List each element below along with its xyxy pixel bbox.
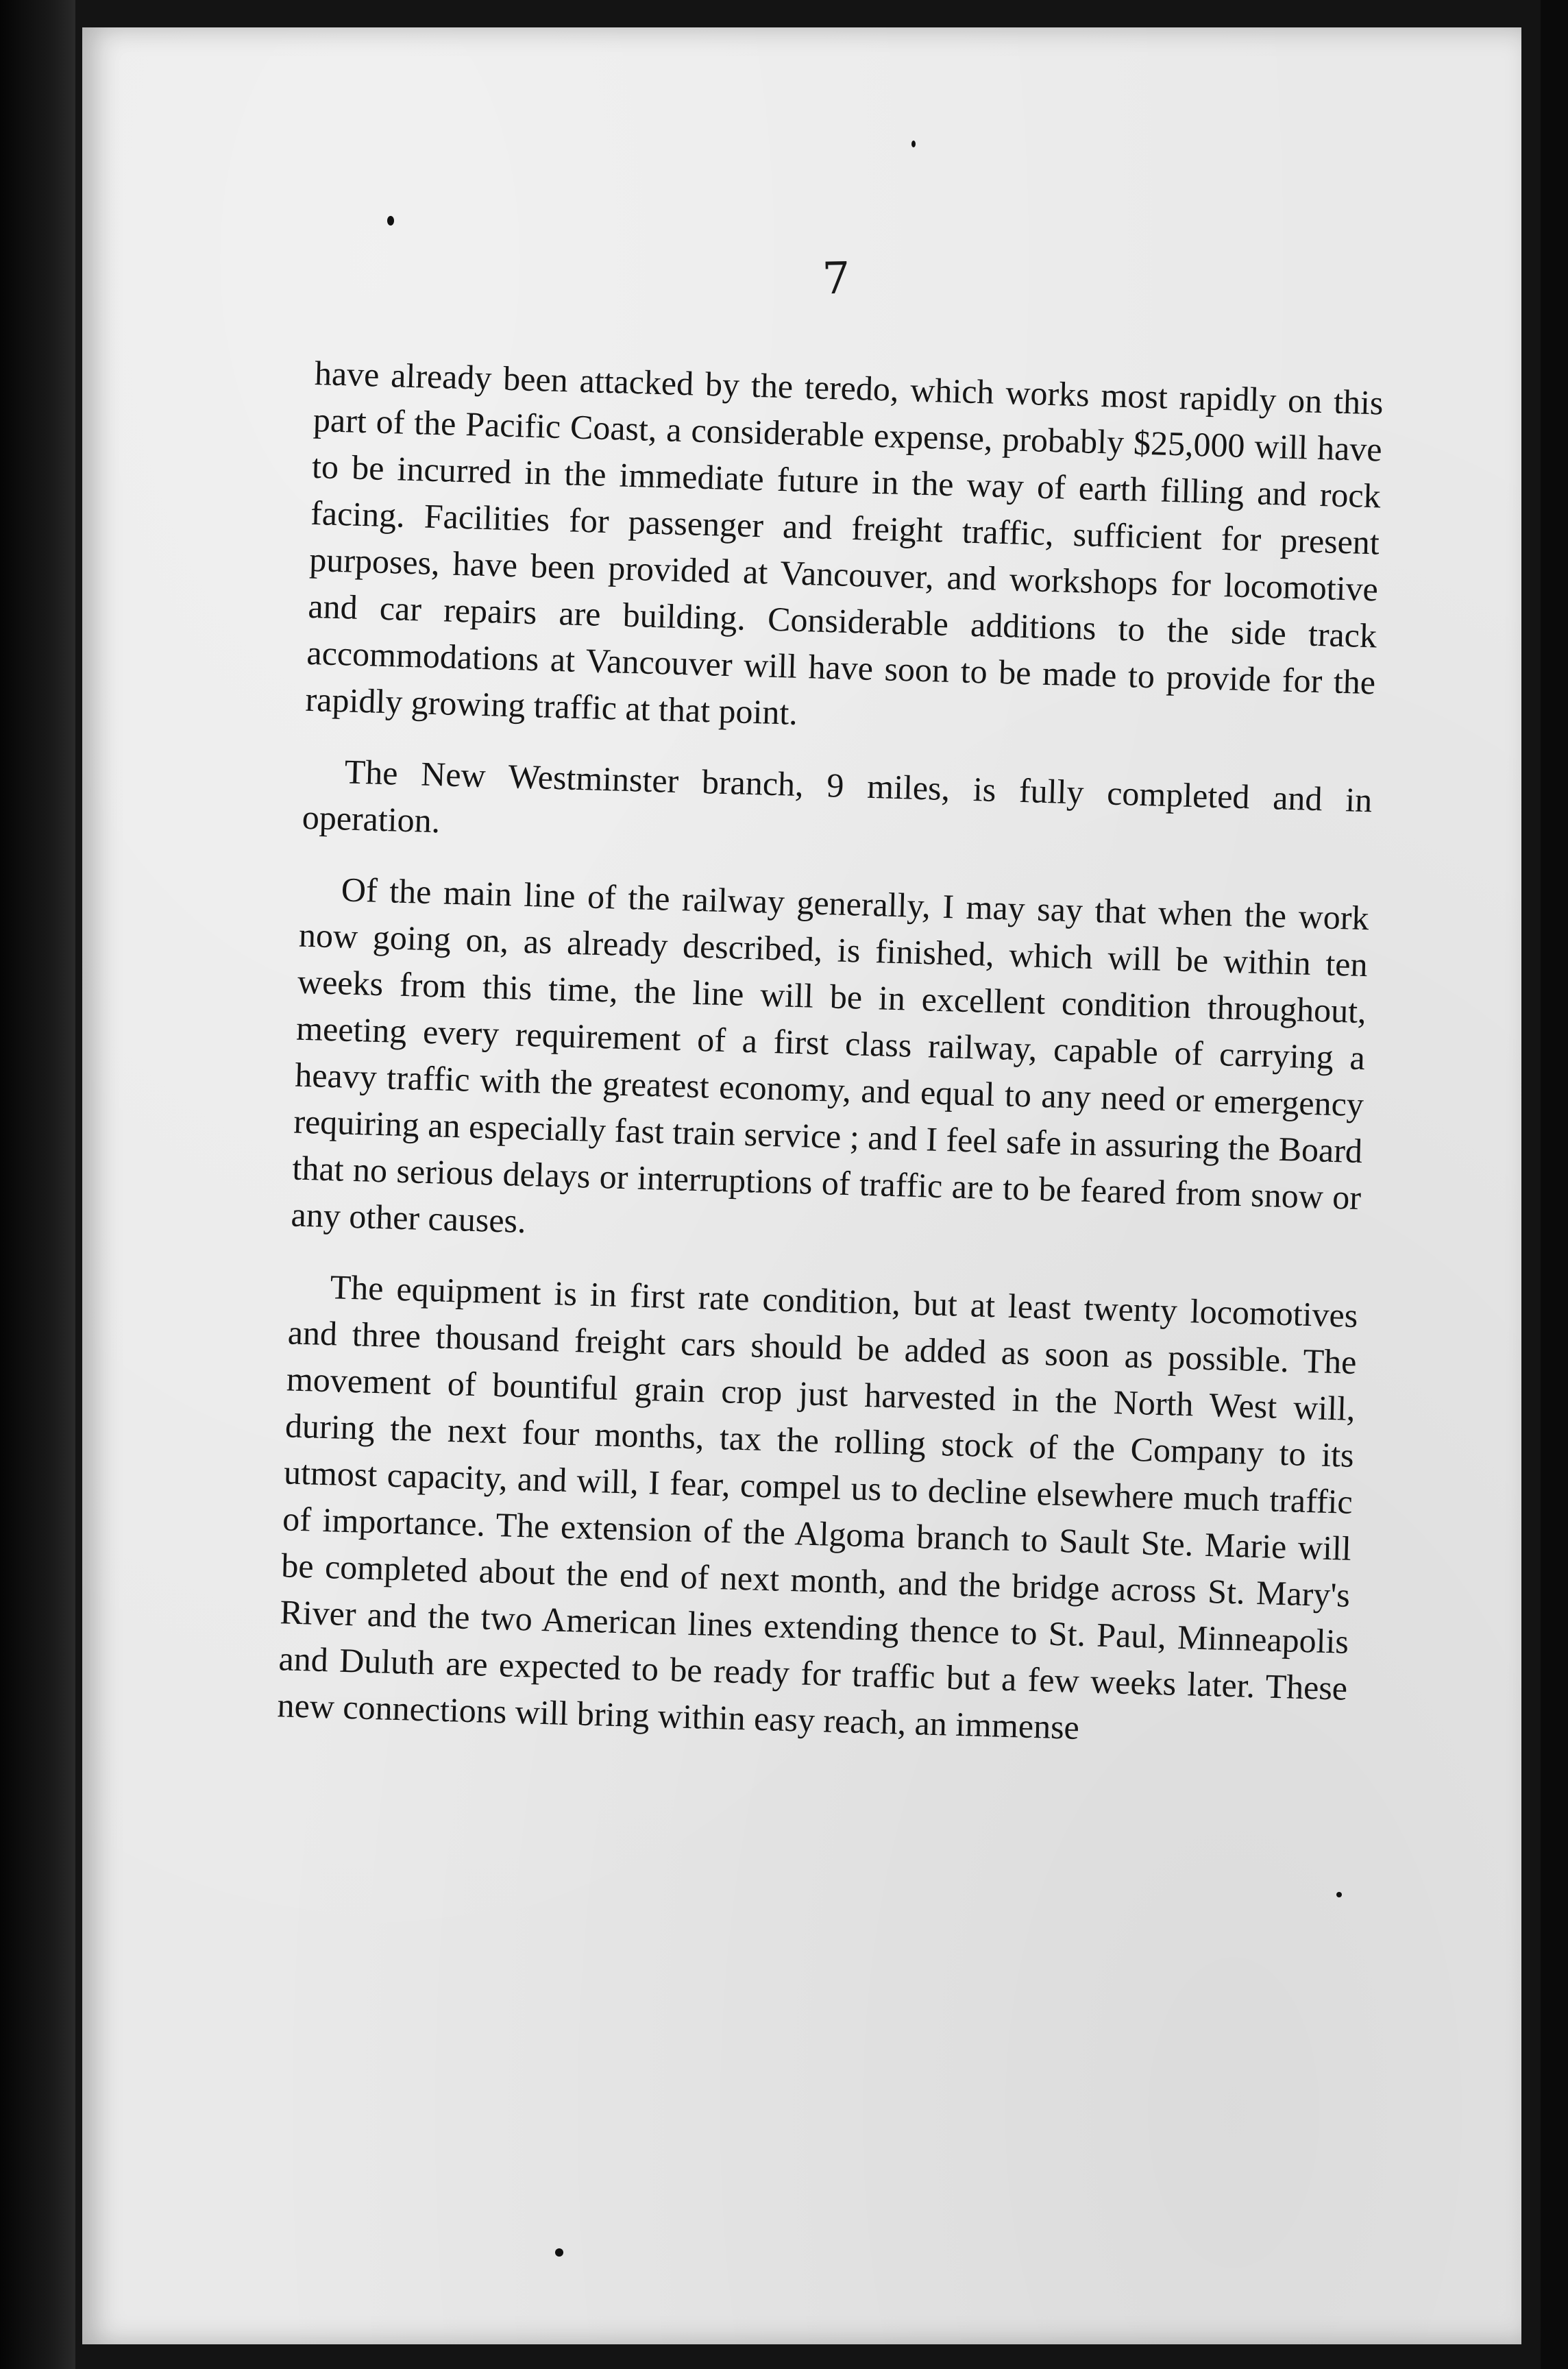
paragraph-1: have already been attacked by the teredo, which works most rapidly on this part of the Pacific Coast, a considerable expense, probably $25,000 will have to be incurred in the immediate future in the way of earth filling and rock facing. Facilities for passenger and freight traffic, sufficient for present purposes, have been provided at Vancouver, and workshops for locomotive and car repairs are building. Considerable additions to the side track accommodations at Vancouver will have soon to be made to provide for the rapidly growing traffic at that point.: [304, 353, 1384, 732]
body-text: [276, 350, 1384, 1783]
scan-right-border: [1541, 0, 1568, 2369]
paragraph-2: The New Westminster branch, 9 miles, is fully completed and in operation.: [302, 752, 1373, 840]
paragraph-4: The equipment is in first rate condition, but at least twenty locomotives and three thousand freight cars should be added as soon as possible. The movement of bountiful grain crop just harvested in the North West will, during the next four months, tax the rolling stock of the Company to its utmost capacity, and will, I fear, compel us to decline elsewhere much traffic of importance. The extension of the Algoma branch to Sault Ste. Marie will be completed about the end of next month, and the bridge across St. Mary's River and the two American lines extending thence to St. Paul, Minneapolis and Duluth are expected to be ready for traffic but a few weeks later. These new connections will bring within easy reach, an immense: [276, 1267, 1359, 1747]
ink-speck: [1336, 1892, 1342, 1897]
paper-sheet: [82, 27, 1521, 2344]
paragraph-3: Of the main line of the railway generally, I may say that when the work now going on, as already described, is finished, which will be within ten weeks from this time, the line will be in excellent condition throughout, meeting every requirement of a first class railway, capable of carrying a heavy traffic with the greatest economy, and equal to any need or emergency requiring an especially fast train service ; and I feel safe in assuring the Board that no serious delays or interruptions of traffic are to be feared from snow or any other causes.: [290, 870, 1370, 1241]
ink-speck: [911, 141, 916, 147]
ink-speck: [555, 2248, 563, 2257]
scan-left-border: [0, 0, 75, 2369]
ink-speck: [387, 216, 394, 226]
page-number: 7: [821, 253, 851, 305]
